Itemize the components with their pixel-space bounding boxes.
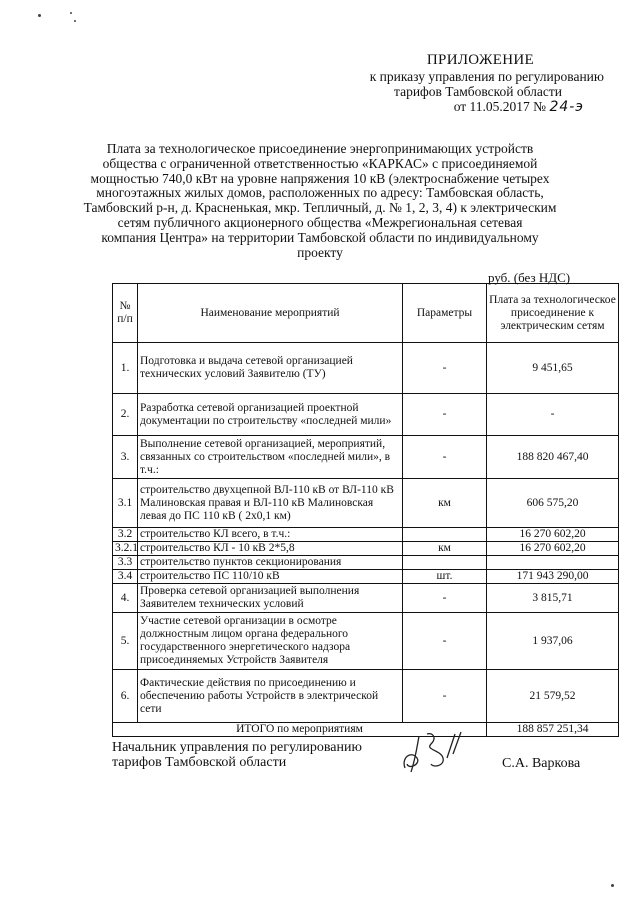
signatory-position-line1: Начальник управления по регулированию [112,740,362,755]
row-name: Разработка сетевой организацией проектной документации по строительству «последней мили» [138,394,403,436]
document-title-line: Тамбовский р-н, д. Красненькая, мкр. Тепличный, д. № 1, 2, 3, 4) к электрическим [83,200,557,216]
row-name: Фактические действия по присоединению и обеспечению работы Устройств в электрической сети [138,670,403,723]
appendix-header [304,52,604,115]
row-name: строительство КЛ - 10 кВ 2*5,8 [138,542,403,556]
row-param: - [403,584,487,613]
table-row [113,394,619,436]
row-fee [487,556,619,570]
table-row [113,479,619,528]
row-name: Проверка сетевой организацией выполнения Заявителем технических условий [138,584,403,613]
row-name: Участие сетевой организации в осмотре должностным лицом органа федерального государственного энергетического надзора присоединяемых Устройств Заявителя [138,613,403,670]
document-title [80,142,560,260]
row-param: - [403,613,487,670]
row-name: строительство пунктов секционирования [138,556,403,570]
document-title-line: общества с ограниченной ответственностью «КАРКАС» с присоединяемой [102,155,538,171]
row-name: строительство двухцепной ВЛ-110 кВ от ВЛ-110 кВ Малиновская правая и ВЛ-110 кВ Малиновская левая до ПС 110 кВ ( 2х0,1 км) [138,479,403,528]
row-name: Выполнение сетевой организацией, мероприятий, связанных со строительством «последней мили», в т.ч.: [138,436,403,479]
total-row [113,723,619,737]
table-row [113,613,619,670]
appendix-date-line [304,99,604,115]
row-fee: 9 451,65 [487,343,619,394]
row-param [403,528,487,542]
document-title-line: проекту [297,244,343,260]
signatory-position-line2: тарифов Тамбовской области [112,755,287,770]
row-param [403,556,487,570]
row-fee: - [487,394,619,436]
row-param: км [403,479,487,528]
row-num: 2. [113,394,138,436]
row-param: - [403,343,487,394]
col-header-num: № п/п [113,284,138,343]
row-fee: 16 270 602,20 [487,542,619,556]
signature-block [112,740,612,800]
appendix-ref-line1: к приказу управления по регулированию [369,69,604,84]
row-num: 4. [113,584,138,613]
scan-speck [74,20,76,22]
total-label: ИТОГО по мероприятиям [113,723,487,737]
handwritten-signature [397,728,487,776]
order-date: от 11.05.2017 № [453,99,547,114]
row-fee: 606 575,20 [487,479,619,528]
table-row [113,570,619,584]
currency-note: руб. (без НДС) [488,270,571,285]
row-param: км [403,542,487,556]
row-num: 3.3 [113,556,138,570]
table-row [113,528,619,542]
document-title-line: Плата за технологическое присоединение энергопринимающих устройств [106,141,534,156]
col-header-param: Параметры [403,284,487,343]
row-param: - [403,670,487,723]
document-title-line: мощностью 740,0 кВт на уровне напряжения 10 кВ (электроснабжение четырех [90,170,550,186]
row-num: 3. [113,436,138,479]
document-title-line: компания Центра» на территории Тамбовской области по индивидуальному [101,229,539,245]
row-name: строительство ПС 110/10 кВ [138,570,403,584]
row-num: 3.2.1 [113,542,138,556]
table-row [113,343,619,394]
order-number-handwritten: 24-э [549,99,584,115]
row-name: Подготовка и выдача сетевой организацией технических условий Заявителю (ТУ) [138,343,403,394]
row-num: 1. [113,343,138,394]
row-fee: 171 943 290,00 [487,570,619,584]
row-fee: 188 820 467,40 [487,436,619,479]
table-row [113,436,619,479]
table-row [113,670,619,723]
row-fee: 16 270 602,20 [487,528,619,542]
document-title-line: сетям публичного акционерного общества «Межрегиональная сетевая [117,214,523,230]
row-num: 3.4 [113,570,138,584]
row-num: 5. [113,613,138,670]
table-header-row [113,284,619,343]
scan-speck [70,12,72,14]
total-fee: 188 857 251,34 [487,723,619,737]
col-header-name: Наименование мероприятий [138,284,403,343]
row-name: строительство КЛ всего, в т.ч.: [138,528,403,542]
row-param: - [403,436,487,479]
appendix-ref-line2: тарифов Тамбовской области [394,84,562,99]
row-num: 3.1 [113,479,138,528]
table-row [113,542,619,556]
scan-speck [38,14,41,17]
signatory-name: С.А. Варкова [502,756,581,771]
table-row [113,556,619,570]
row-num: 6. [113,670,138,723]
row-fee: 3 815,71 [487,584,619,613]
fee-table [112,283,619,737]
row-param: - [403,394,487,436]
row-fee: 21 579,52 [487,670,619,723]
col-header-fee: Плата за технологическое присоединение к электрическим сетям [487,284,619,343]
row-fee: 1 937,06 [487,613,619,670]
table-row [113,584,619,613]
scan-speck [611,884,614,887]
document-title-line: многоэтажных жилых домов, расположенных по адресу: Тамбовская область, [96,185,544,201]
row-num: 3.2 [113,528,138,542]
row-param: шт. [403,570,487,584]
appendix-title: ПРИЛОЖЕНИЕ [426,52,534,68]
